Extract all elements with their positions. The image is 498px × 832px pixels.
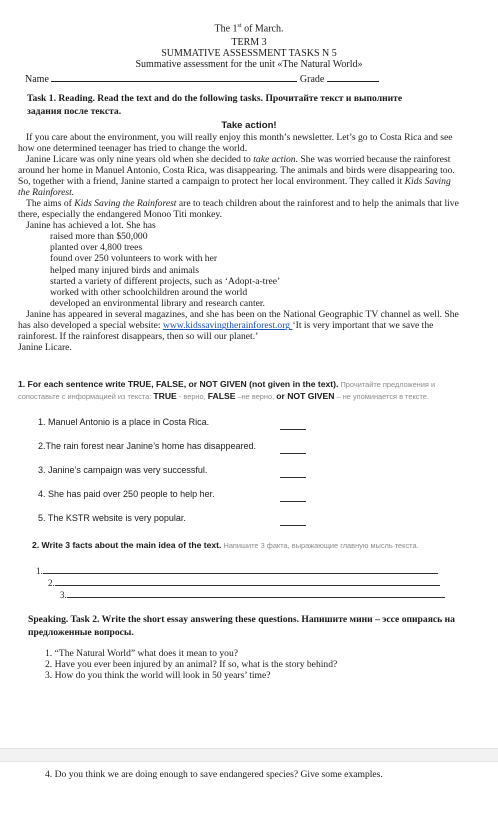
q1-item: 3. Janine’s campaign was very successful. (38, 465, 208, 475)
list-item: helped many injured birds and animals (50, 264, 199, 276)
q1-item: 1. Manuel Antonio is a place in Costa Rica. (38, 417, 210, 427)
worksheet-page-2 (0, 762, 498, 832)
answer-blank[interactable] (280, 441, 306, 459)
answer-blank[interactable] (280, 489, 306, 507)
date-line: The 1st of March. (214, 23, 284, 35)
q1-instruction: 1. For each sentence write TRUE, FALSE, or NOT GIVEN (not given in the text). Прочитайте предложения и сопоставьте с информацией из текста: TRUE - верно, FALSE –не верно, or NOT GIVEN – не упоминается в тексте. (18, 379, 436, 401)
article-body (18, 132, 460, 353)
article-paragraph: Janine Licare was only nine years old when she decided to take action. She was worried because the rainforest around her home in Manuel Antonio, Costa Rica, was disappearing. The animals and birds were disappearing too. So, together with a friend, Janine started a campaign to protect her local environment. They called it Kids Saving the Rainforest. (18, 154, 455, 198)
name-label: Name (25, 74, 52, 85)
list-item: 2. Have you ever been injured by an animal? If so, what is the story behind? (45, 659, 338, 671)
article-title: Take action! (221, 120, 277, 131)
answer-blank[interactable] (280, 465, 306, 483)
fact-line[interactable]: 3. (60, 589, 452, 600)
answer-blank[interactable] (280, 513, 306, 531)
list-item: 4. Do you think we are doing enough to save endangered species? Give some examples. (45, 769, 383, 780)
article-paragraph: If you care about the environment, you will really enjoy this month’s newsletter. Let’s go to Costa Rica and see how one determined teenager has tried to change the world. (18, 132, 453, 154)
article-paragraph: Janine has achieved a lot. She has (26, 220, 156, 231)
page-break (0, 748, 498, 762)
essay-questions (45, 648, 465, 682)
grade-field[interactable] (327, 72, 379, 82)
fact-line[interactable]: 2. (48, 577, 448, 588)
signature: Janine Licare. (18, 342, 72, 354)
achievements-list (18, 231, 460, 309)
list-item: found over 250 volunteers to work with her (50, 253, 218, 265)
task1-instruction: Task 1. Reading. Read the text and do the following tasks. Прочитайте текст и выполните задания после текста. (27, 93, 403, 117)
list-item: 3. How do you think the world will look in 50 years’ time? (45, 670, 271, 682)
term-title: TERM 3 (231, 37, 267, 48)
answer-blank[interactable] (280, 417, 306, 435)
article-paragraph: Janine has appeared in several magazines, and she has been on the National Geographic TV channel as well. She has also developed a special website: www.kidssavingtherainforest.org ‘It is very important that we save the rainforest. If the rainforest disappears, then so will our planet.’ (18, 309, 459, 343)
grade-label: Grade (299, 74, 327, 85)
q1-item: 4. She has paid over 250 people to help her. (38, 489, 215, 499)
q1-item: 5. The KSTR website is very popular. (38, 513, 186, 523)
list-item: planted over 4,800 trees (50, 242, 143, 254)
name-field[interactable] (51, 72, 297, 82)
list-item: raised more than $50,000 (50, 231, 148, 242)
list-item: developed an environmental library and research canter. (50, 298, 265, 310)
task2-instruction: Speaking. Task 2. Write the short essay answering these questions. Напишите мини – эссе опираясь на предложенные вопросы. (28, 614, 455, 638)
name-grade-row (25, 72, 465, 85)
fact-line[interactable]: 1. (36, 565, 448, 576)
list-item: started a variety of different projects, such as ‘Adopt-a-tree’ (50, 275, 281, 287)
tasks-title: SUMMATIVE ASSESSMENT TASKS N 5 (161, 48, 337, 59)
list-item: 1. “The Natural World” what does it mean to you? (45, 648, 238, 659)
article-paragraph: The aims of Kids Saving the Rainforest are to teach children about the rainforest and to help the animals that live there, especially the endangered Monoo Titi monkey. (18, 198, 459, 220)
list-item: worked with other schoolchildren around the world (50, 287, 248, 299)
q2-instruction: 2. Write 3 facts about the main idea of the text. Напишите 3 факта, выражающие главную мысль текста. (32, 540, 419, 550)
unit-title: Summative assessment for the unit «The Natural World» (135, 59, 363, 70)
website-link[interactable]: www.kidssavingtherainforest.org (162, 320, 293, 332)
q1-item: 2.The rain forest near Janine’s home has disappeared. (38, 441, 256, 451)
